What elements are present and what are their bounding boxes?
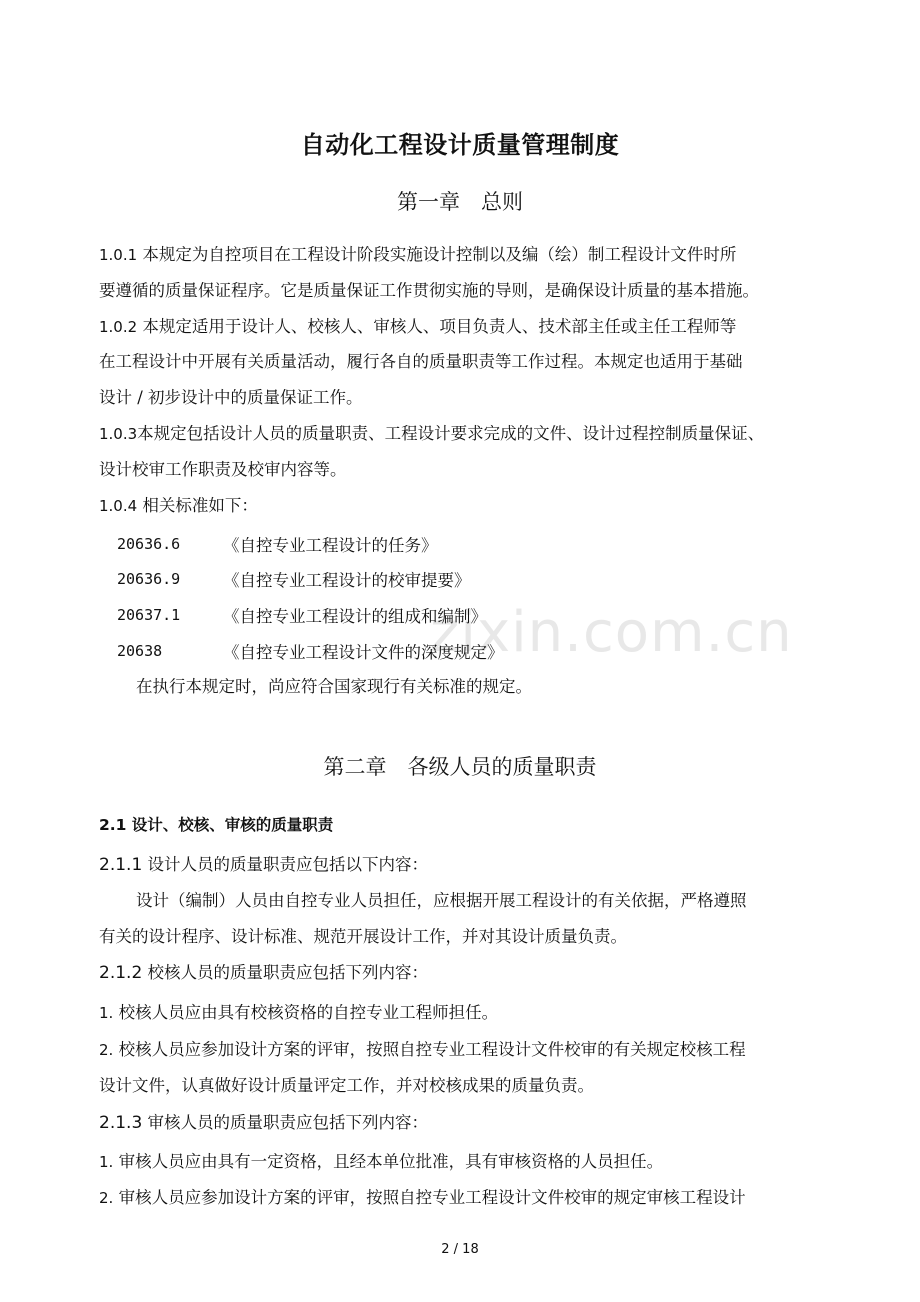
list-number: 1. — [99, 1004, 114, 1022]
paragraph-1-0-4 — [99, 495, 258, 517]
standard-name: 《自控专业工程设计文件的深度规定》 — [223, 643, 504, 662]
list-item — [99, 1187, 746, 1209]
paragraph-text: 设计校审工作职责及校审内容等。 — [99, 460, 347, 479]
clause-2-1-2 — [99, 962, 428, 984]
paragraph-text: 设计（编制）人员由自控专业人员担任，应根据开展工程设计的有关依据，严格遵照 — [136, 891, 747, 910]
list-text: 校核人员应由具有校核资格的自控专业工程师担任。 — [118, 1003, 499, 1022]
list-item — [99, 1151, 663, 1173]
standard-name: 《自控专业工程设计的组成和编制》 — [223, 607, 487, 626]
paragraph-text: 有关的设计程序、设计标准、规范开展设计工作，并对其设计质量负责。 — [99, 927, 627, 946]
clause-number: 1.0.1 — [99, 246, 138, 264]
clause-number: 1.0.2 — [99, 318, 138, 336]
paragraph-text: 在工程设计中开展有关质量活动，履行各自的质量职责等工作过程。本规定也适用于基础 — [99, 352, 743, 371]
clause-text: 设计人员的质量职责应包括以下内容： — [147, 855, 429, 874]
standard-name: 《自控专业工程设计的任务》 — [223, 536, 438, 555]
list-item — [99, 1002, 498, 1024]
clause-number: 2.1.2 — [99, 963, 143, 983]
standard-code: 20637.1 — [117, 606, 181, 624]
clause-2-1-1 — [99, 854, 428, 876]
clause-text: 校核人员的质量职责应包括下列内容： — [147, 963, 429, 982]
clause-text: 审核人员的质量职责应包括下列内容： — [147, 1113, 429, 1132]
list-number: 2. — [99, 1041, 114, 1059]
list-text: 审核人员应由具有一定资格，且经本单位批准，具有审核资格的人员担任。 — [118, 1152, 664, 1171]
clause-number: 2.1.3 — [99, 1113, 143, 1133]
section-2-1-heading — [99, 814, 333, 836]
paragraph-1-0-2 — [99, 316, 736, 338]
list-text: 校核人员应参加设计方案的评审，按照自控专业工程设计文件校审的有关规定校核工程 — [118, 1040, 746, 1059]
standard-code: 20636.9 — [117, 570, 181, 588]
paragraph-text: 设计文件，认真做好设计质量评定工作，并对校核成果的质量负责。 — [99, 1076, 594, 1095]
list-text: 审核人员应参加设计方案的评审，按照自控专业工程设计文件校审的规定审核工程设计 — [118, 1188, 746, 1207]
paragraph-text: 相关标准如下： — [142, 496, 258, 515]
watermark: zixin.com.cn — [430, 600, 793, 665]
paragraph-1-0-1 — [99, 244, 736, 266]
list-number: 1. — [99, 1153, 114, 1171]
paragraph-text: 要遵循的质量保证程序。它是质量保证工作贯彻实施的导则，是确保设计质量的基本措施。 — [99, 281, 759, 300]
standard-name: 《自控专业工程设计的校审提要》 — [223, 571, 471, 590]
paragraph-text: 本规定为自控项目在工程设计阶段实施设计控制以及编（绘）制工程设计文件时所 — [142, 245, 737, 264]
standard-code: 20638 — [117, 642, 163, 660]
page-number: 2 / 18 — [441, 1242, 479, 1257]
clause-number: 2.1.1 — [99, 855, 143, 875]
standard-code: 20636.6 — [117, 535, 181, 553]
paragraph-text: 设计 / 初步设计中的质量保证工作。 — [99, 388, 363, 407]
section-number: 2.1 — [99, 816, 127, 834]
paragraph-text: 本规定包括设计人员的质量职责、工程设计要求完成的文件、设计过程控制质量保证、 — [137, 424, 765, 443]
clause-2-1-3 — [99, 1112, 428, 1134]
list-number: 2. — [99, 1189, 114, 1207]
standards-note: 在执行本规定时，尚应符合国家现行有关标准的规定。 — [136, 677, 532, 696]
paragraph-text: 本规定适用于设计人、校核人、审核人、项目负责人、技术部主任或主任工程师等 — [142, 317, 737, 336]
clause-number: 1.0.4 — [99, 497, 138, 515]
document-title: 自动化工程设计质量管理制度 — [300, 131, 620, 159]
section-title: 设计、校核、审核的质量职责 — [131, 816, 334, 834]
list-item — [99, 1039, 746, 1061]
clause-number: 1.0.3 — [99, 425, 138, 443]
paragraph-1-0-3 — [99, 423, 764, 445]
chapter-1-heading: 第一章 总则 — [397, 190, 523, 214]
chapter-2-heading: 第二章 各级人员的质量职责 — [323, 755, 597, 779]
